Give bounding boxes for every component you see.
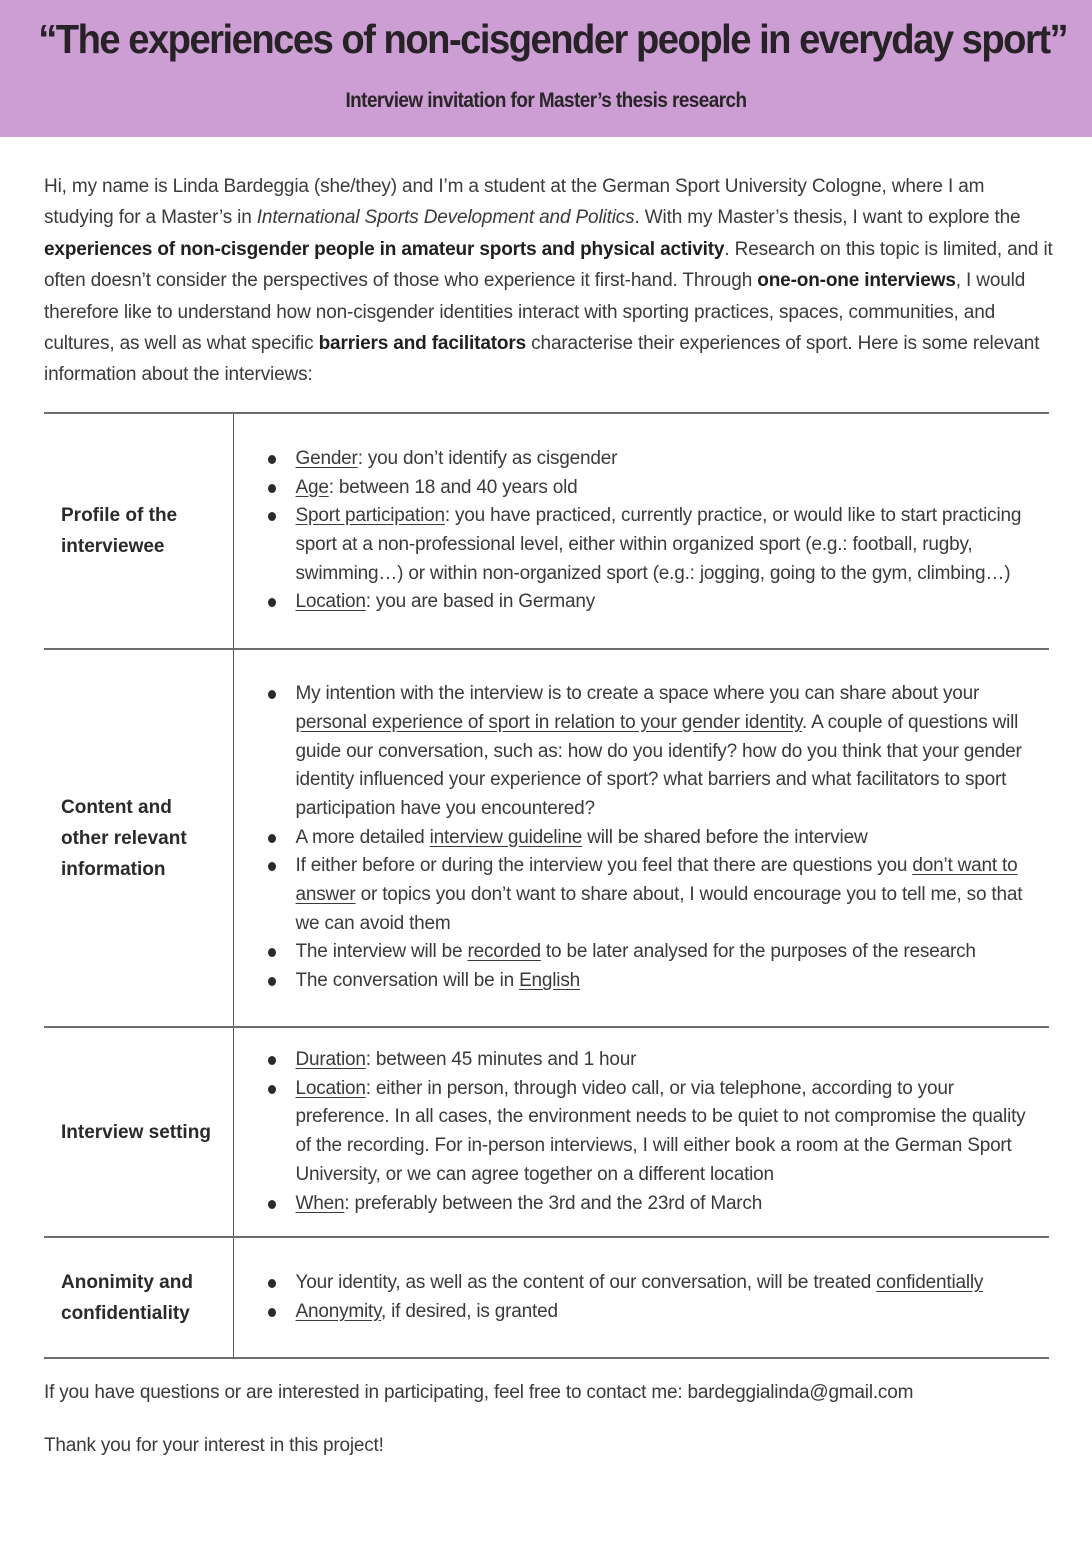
item-text: My intention with the interview is to create a space where you can share about your — [295, 683, 980, 705]
program-name: International Sports Development and Politics — [256, 207, 635, 229]
row-content — [233, 1237, 1049, 1358]
interview-info-table — [44, 412, 1049, 1359]
method-highlight: one-on-one interviews — [757, 270, 956, 292]
item-text: : either in person, through video call, or via telephone, according to your preference. In all cases, the environment needs to be quiet to not compromise the quality of the recording. For in-person interviews, I will either book a room at the German Sport University, or we can agree together on a different location — [295, 1077, 1026, 1185]
item-text: : you have practiced, currently practice, or would like to start practicing sport at a non-professional level, either within organized sport (e.g.: football, rugby, swimming…) or within non-organized sport (e.g.: jogging, going to the gym, climbing…) — [295, 505, 1022, 584]
item-text: . A couple of questions will guide our conversation, such as: how do you identify? how do you think that your gender identity influenced your experience of sport? what barriers and what facilitators to sport participation have you encountered? — [295, 711, 1022, 819]
item-text: Your identity, as well as the content of our conversation, will be treated — [295, 1272, 877, 1294]
item-key: When — [295, 1192, 345, 1214]
list-item — [234, 445, 1030, 474]
row-content — [233, 413, 1049, 649]
list-item — [234, 680, 1030, 824]
research-topic: experiences of non-cisgender people in amateur sports and physical activity — [44, 238, 725, 260]
item-key: Location — [295, 591, 366, 613]
item-text: , if desired, is granted — [381, 1300, 558, 1322]
row-content — [233, 1027, 1049, 1237]
list-item — [234, 588, 1030, 617]
item-text: : between 18 and 40 years old — [328, 476, 578, 498]
page-subtitle: Interview invitation for Master’s thesis research — [345, 89, 747, 112]
row-label: Profile of the interviewee — [44, 413, 233, 649]
item-key: Gender — [295, 447, 358, 469]
intro-text: Hi, my name is Linda Bardeggia (she/they) and I’m a student at the German Sport University Cologne, where I am studying for a Master’s in — [44, 176, 985, 229]
table-row-profile — [44, 413, 1049, 649]
list-item — [234, 852, 1030, 938]
item-key: interview guideline — [429, 826, 583, 848]
item-text: : you don’t identify as cisgender — [357, 447, 618, 469]
focus-highlight: barriers and facilitators — [318, 333, 527, 355]
intro-text: characterise their experiences of sport. Here is some relevant information about the interviews: — [44, 333, 1040, 386]
item-text: or topics you don’t want to share about, I would encourage you to tell me, so that we can avoid them — [295, 884, 1023, 934]
list-item — [234, 1269, 1030, 1298]
item-key: Anonymity — [295, 1300, 381, 1322]
list-item — [234, 967, 1030, 996]
row-label: Content and other relevant information — [44, 649, 233, 1027]
list-item — [234, 474, 1030, 503]
table-row-anonymity — [44, 1237, 1049, 1358]
list-item — [234, 1046, 1030, 1075]
item-key: recorded — [467, 941, 541, 963]
table-row-content — [44, 649, 1049, 1027]
item-key: Duration — [295, 1049, 366, 1070]
list-item — [234, 502, 1030, 588]
item-text: : preferably between the 3rd and the 23rd of March — [344, 1192, 763, 1214]
list-item — [234, 1190, 1030, 1219]
item-text: If either before or during the interview you feel that there are questions you — [295, 855, 913, 877]
item-text: : between 45 minutes and 1 hour — [365, 1049, 637, 1070]
bullet-list — [234, 680, 1030, 996]
item-key: Location — [295, 1077, 366, 1099]
list-item — [234, 1075, 1030, 1190]
item-key: personal experience of sport in relation to your gender identity — [295, 711, 802, 733]
item-key: confidentially — [876, 1272, 984, 1294]
thanks-line: Thank you for your interest in this project! — [44, 1435, 384, 1456]
bullet-list — [234, 1046, 1030, 1218]
row-content — [233, 649, 1049, 1027]
item-text: : you are based in Germany — [365, 591, 596, 613]
item-key: English — [519, 970, 580, 992]
bullet-list — [234, 1269, 1030, 1326]
item-text: The interview will be — [295, 941, 468, 963]
item-key: Age — [295, 476, 329, 498]
list-item — [234, 1298, 1030, 1327]
item-key: Sport participation — [295, 505, 445, 527]
item-text: A more detailed — [295, 826, 430, 848]
item-text: will be shared before the interview — [582, 826, 868, 848]
contact-line: If you have questions or are interested in participating, feel free to contact me: bardeggialinda@gmail.com — [44, 1382, 914, 1403]
intro-text: . With my Master’s thesis, I want to explore the — [634, 207, 1021, 229]
item-key: don’t want to answer — [295, 855, 1018, 906]
title-banner — [0, 0, 1092, 137]
page-title: “The experiences of non-cisgender people in everyday sport” — [38, 16, 1068, 62]
intro-paragraph — [44, 171, 1054, 391]
row-label: Interview setting — [44, 1027, 233, 1237]
intro-text: . Research on this topic is limited, and it often doesn’t consider the perspectives of those who experience it first-hand. Through — [44, 238, 1053, 292]
intro-text: , I would therefore like to understand how non-cisgender identities interact with sporting practices, spaces, communities, and cultures, as well as what specific — [44, 270, 1026, 355]
list-item — [234, 824, 1030, 853]
table-row-setting — [44, 1027, 1049, 1237]
item-text: to be later analysed for the purposes of the research — [540, 941, 976, 963]
item-text: The conversation will be in — [295, 970, 520, 992]
row-label: Anonimity and confidentiality — [44, 1237, 233, 1358]
list-item — [234, 938, 1030, 967]
bullet-list — [234, 445, 1030, 617]
